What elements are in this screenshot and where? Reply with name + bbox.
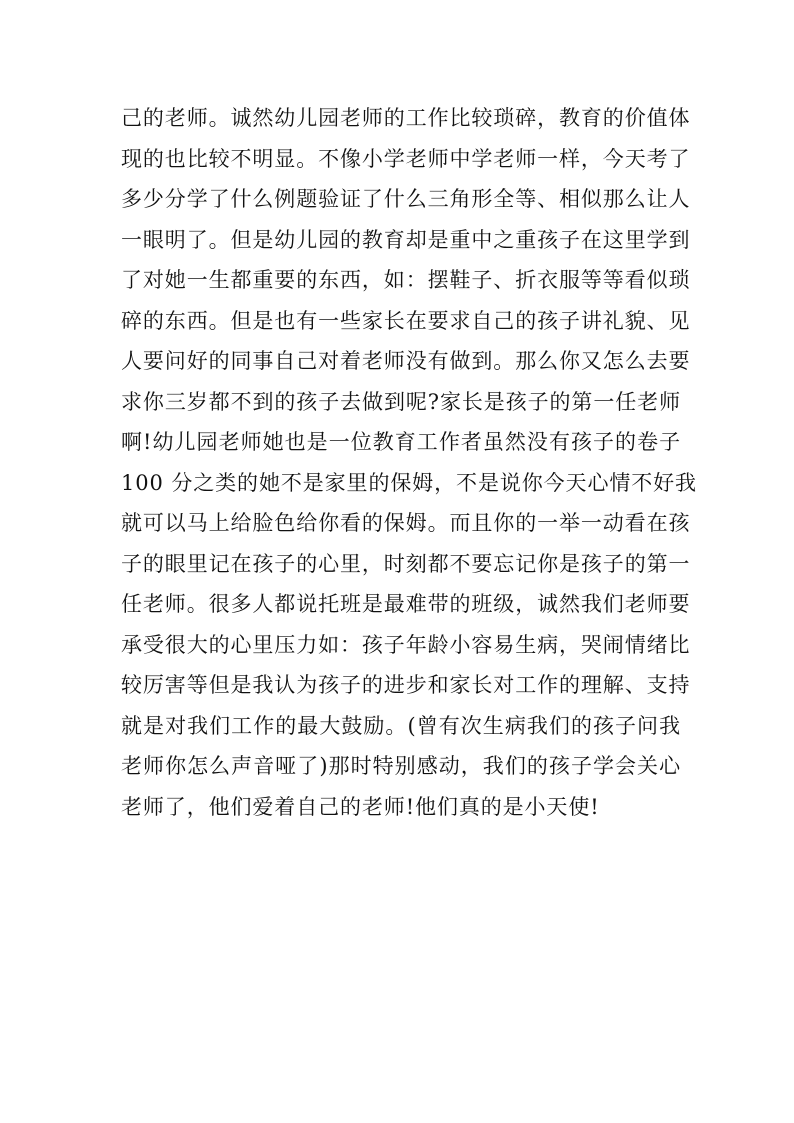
body-text	[121, 98, 697, 827]
text-line: 一眼明了。但是幼儿园的教育却是重中之重孩子在这里学到	[121, 227, 691, 252]
text-line: 老师了，他们爱着自己的老师!他们真的是小天使!	[121, 794, 600, 819]
text-line: 求你三岁都不到的孩子去做到呢?家长是孩子的第一任老师	[121, 389, 681, 414]
text-line: 较厉害等但是我认为孩子的进步和家长对工作的理解、支持	[121, 673, 691, 697]
text-line: 任老师。很多人都说托班是最难带的班级，诚然我们老师要	[121, 592, 691, 616]
text-line: 己的老师。诚然幼儿园老师的工作比较琐碎，教育的价值体	[121, 106, 691, 130]
text-line: 碎的东西。但是也有一些家长在要求自己的孩子讲礼貌、见	[121, 308, 691, 333]
text-line: 就可以马上给脸色给你看的保姆。而且你的一举一动看在孩	[121, 511, 691, 535]
text-line: 子的眼里记在孩子的心里，时刻都不要忘记你是孩子的第一	[121, 551, 691, 576]
text-line: 啊!幼儿园老师她也是一位教育工作者虽然没有孩子的卷子	[121, 430, 681, 454]
text-line: 老师你怎么声音哑了)那时特别感动，我们的孩子学会关心	[121, 754, 681, 778]
text-line: 现的也比较不明显。不像小学老师中学老师一样，今天考了	[121, 146, 691, 171]
text-line: 了对她一生都重要的东西，如：摆鞋子、折衣服等等看似琐	[121, 268, 691, 292]
text-line: 人要问好的同事自己对着老师没有做到。那么你又怎么去要	[121, 349, 691, 373]
text-line: 100 分之类的她不是家里的保姆，不是说你今天心情不好我	[121, 470, 697, 495]
text-line: 多少分学了什么例题验证了什么三角形全等、相似那么让人	[121, 187, 691, 211]
text-line: 就是对我们工作的最大鼓励。(曾有次生病我们的孩子问我	[121, 713, 681, 738]
text-line: 承受很大的心里压力如：孩子年龄小容易生病，哭闹情绪比	[121, 632, 691, 657]
